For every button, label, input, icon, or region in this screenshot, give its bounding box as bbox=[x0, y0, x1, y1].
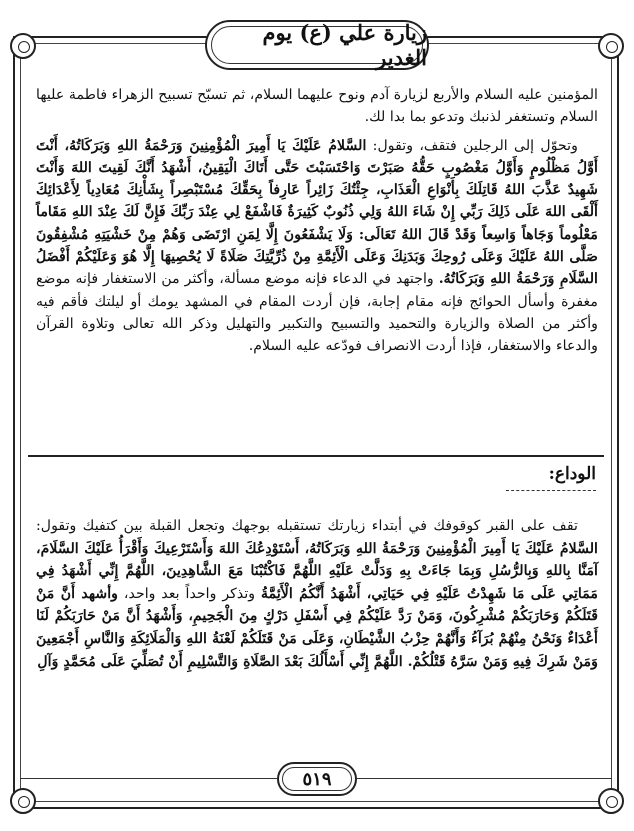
farewell-ziyarah-1: السَّلامُ عَلَيْكَ يَا أَمِيرَ الْمُؤْمِنِينَ وَرَحْمَةُ اللهِ وَبَرَكَاتُهُ، أَسْتَوْدِعُكَ اللهَ وَأَسْتَرْعِيكَ وَأَقْرَأُ عَلَيْكَ السَّلَامَ، آمَنَّا بِاللهِ وَبِالرُّسُلِ وَبِمَا جَاءَتْ بِهِ وَدَلَّتْ عَلَيْهِ اللَّهُمَّ فَاكْتُبْنَا مَعَ الشَّاهِدِينَ، اللَّهُمَّ إِنِّي أَشْهَدُ فِي مَمَاتِي عَلَى مَا شَهِدْتُ عَلَيْهِ فِي حَيَاتِي، أَشْهَدُ أَنَّكُمُ الْأَئِمَّةُ bbox=[36, 540, 598, 602]
farewell-text bbox=[36, 515, 598, 673]
page-number-wing-right bbox=[357, 778, 612, 779]
paragraph-2 bbox=[36, 135, 598, 358]
title-cartouche bbox=[205, 20, 429, 70]
paragraph-2-intro: وتحوّل إلى الرجلين فتقف، وتقول: bbox=[366, 137, 578, 154]
corner-ornament-top-left bbox=[10, 33, 36, 59]
main-text bbox=[36, 84, 598, 364]
section-heading-underline bbox=[506, 490, 596, 491]
farewell-instruction: وتذكر واحداً بعد واحد، bbox=[118, 585, 262, 602]
farewell-ziyarah-2: وأشهد أَنَّ مَنْ قَتَلَكُمْ وَحَارَبَكُمْ مُشْرِكُونَ، وَمَنْ رَدَّ عَلَيْكُمْ فِي أَسْفَلِ دَرْكٍ مِنَ الْجَحِيمِ، وَأَشْهَدُ أَنَّ مَنْ حَارَبَكُمْ لَنَا أَعْدَاءٌ وَنَحْنُ مِنْهُمْ بُرَآءُ وَأَنَّهُمْ حِزْبُ الشَّيْطَانِ، وَعَلَى مَنْ قَتَلَكُمْ لَعْنَةُ اللهِ وَالْمَلَائِكَةِ وَالنَّاسِ أَجْمَعِينَ وَمَنْ شَرِكَ فِيهِ وَمَنْ سَرَّهُ قَتْلُكُمْ. اللَّهُمَّ إِنِّي أَسْأَلُكَ بَعْدَ الصَّلَاةِ وَالتَّسْلِيمِ أَنْ تُصَلِّيَ عَلَى مُحَمَّدٍ وَآلِ bbox=[36, 585, 598, 670]
corner-ornament-bottom-right bbox=[598, 788, 624, 814]
farewell-paragraph bbox=[36, 515, 598, 673]
ziyarah-text: السَّلامُ عَلَيْكَ يَا أَمِيرَ الْمُؤْمِنِينَ وَرَحْمَةُ اللهِ وَبَرَكَاتُهُ، أَنْتَ أَوَّلُ مَظْلُومٍ وَأَوَّلُ مَغْصُوبٍ حَقُّهُ صَبَرْتَ وَاحْتَسَبْتَ حَتَّى أَتَاكَ الْيَقِينُ، أَشْهَدُ أَنَّكَ لَقِيتَ اللهَ وَأَنْتَ شَهِيدٌ عَذَّبَ اللهُ قَاتِلَكَ بِأَنْوَاعِ الْعَذَابِ، جِئْتُكَ زَائِراً عَارِفاً بِحَقِّكَ مُسْتَبْصِراً بِشَأْنِكَ مُعَادِياً لِأَعْدَائِكَ أَلْقَى اللهَ عَلَى ذَلِكَ رَبِّي إِنْ شَاءَ اللهُ وَلِي ذُنُوبٌ كَثِيرَةٌ فَاشْفَعْ لِي عِنْدَ رَبِّكَ فَإِنَّ لَكَ عِنْدَ اللهِ مَقَاماً مَعْلُوماً وَجَاهاً وَاسِعاً وَقَدْ قَالَ اللهُ تَعَالَى: وَلَا يَشْفَعُونَ إِلَّا لِمَنِ ارْتَضَى وَهُمْ مِنْ خَشْيَتِهِ مُشْفِقُونَ صَلَّى اللهُ عَلَيْكَ وَعَلَى رُوحِكَ وَبَدَنِكَ وَعَلَى الْأَئِمَّةِ مِنْ ذُرِّيَّتِكَ صَلَاةً لَا يُحْصِيهَا إِلَّا هُوَ وَعَلَيْكُمْ أَفْضَلُ السَّلَامِ وَرَحْمَةُ اللهِ وَبَرَكَاتُهُ. bbox=[36, 137, 598, 288]
corner-ornament-bottom-left bbox=[10, 788, 36, 814]
section-divider bbox=[28, 455, 604, 457]
page-number: ٥١٩ bbox=[302, 768, 332, 790]
paragraph-2-rest: واجتهد في الدعاء فإنه موضع مسألة، وأكثر من الاستغفار فإنه موضع مغفرة وأسأل الحوائج فإنه مقام إجابة، فإن أردت المقام في المشهد يومك أو ليلتك فأقم فيه وأكثر من الصلاة والزيارة والتحميد والتسبيح والتكبير والتهليل وذكر الله تعالى وتلاوة القرآن والدعاء والاستغفار، فإذا أردت الانصراف فودّعه عليه السلام. bbox=[36, 271, 598, 355]
page-number-medallion bbox=[277, 762, 357, 796]
corner-ornament-top-right bbox=[598, 33, 624, 59]
section-heading: الوداع: bbox=[548, 464, 596, 484]
paragraph-1: المؤمنين عليه السلام والأربع لزيارة آدم ونوح عليهما السلام، ثم تسبّح تسبيح الزهراء فاطمة عليها السلام وتستغفر لذنبك وتدعو بما بدا لك. bbox=[36, 87, 598, 126]
page-number-wing-left bbox=[20, 778, 277, 779]
farewell-intro: تقف على القبر كوقوفك في أبتداء زيارتك تستقبله بوجهك وتجعل القبلة بين كتفيك وتقول: bbox=[36, 518, 578, 534]
page-title: زيارة علي (ع) يوم الغدير bbox=[262, 20, 427, 70]
